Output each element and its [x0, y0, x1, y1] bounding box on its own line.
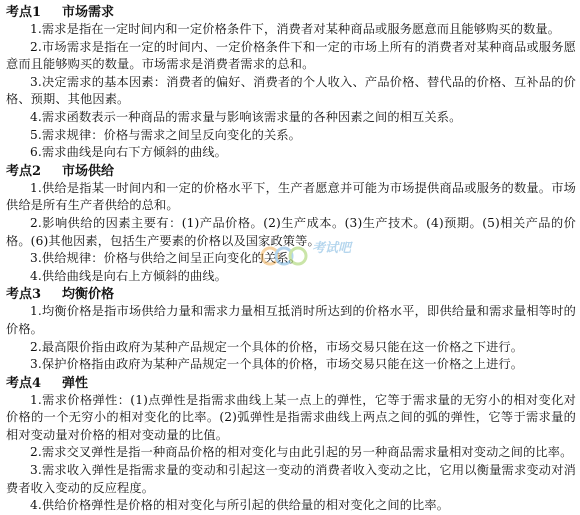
section-heading: [6, 375, 576, 392]
section-heading: [6, 4, 576, 21]
paragraph: 4.供给曲线是向右上方倾斜的曲线。: [30, 268, 227, 283]
section-heading: [6, 163, 576, 180]
paragraph: 1.均衡价格是指市场供给力量和需求力量相互抵消时所达到的价格水平，即供给量和需求量相等时的价格。: [6, 304, 576, 336]
paragraph: 4.需求函数表示一种商品的需求量与影响该需求量的各种因素之间的相互关系。: [30, 109, 462, 124]
paragraph: 2.影响供给的因素主要有：(1)产品价格。(2)生产成本。(3)生产技术。(4)预期。(5)相关产品的价格。(6)其他因素，包括生产要素的价格以及国家政策等。: [6, 215, 576, 248]
paragraph: 5.需求规律：价格与需求之间呈反向变化的关系。: [30, 127, 302, 142]
paragraph: 3.决定需求的基本因素：消费者的偏好、消费者的个人收入、产品价格、替代品的价格、互补品的价格、预期、其他因素。: [6, 74, 576, 107]
section-title: 市场供给: [62, 163, 115, 179]
section-title: 弹性: [62, 375, 89, 391]
section-number: 考点4: [6, 375, 42, 391]
paragraph: 1.需求是指在一定时间内和一定价格条件下，消费者对某种商品或服务愿意而且能够购买的数量。: [30, 22, 561, 36]
paragraph: 2.最高限价指由政府为某种产品规定一个具体的价格，市场交易只能在这一价格之下进行。: [30, 339, 524, 354]
watermark-text: 考试吧: [312, 241, 352, 256]
section-number: 考点2: [6, 163, 42, 179]
paragraph: 2.市场需求是指在一定的时间内、一定价格条件下和一定的市场上所有的消费者对某种商品或服务愿意而且能够购买的数量。市场需求是消费者需求的总和。: [6, 39, 576, 72]
paragraph: 3.保护价格指由政府为某种产品规定一个具体的价格，市场交易只能在这一价格之上进行。: [30, 357, 524, 372]
paragraph: 2.需求交叉弹性是指一种商品价格的相对变化与由此引起的另一种商品需求量相对变动之间的比率。: [30, 445, 573, 460]
section-title: 市场需求: [62, 5, 115, 20]
section-number: 考点1: [6, 5, 42, 20]
paragraph: 3.供给规律：价格与供给之间呈正向变化的关系。: [30, 251, 302, 266]
section-title: 均衡价格: [62, 287, 115, 303]
section-number: 考点3: [6, 287, 42, 303]
paragraph: 4.供给价格弹性是价格的相对变化与所引起的供给量的相对变化之间的比率。: [30, 498, 450, 513]
paragraph: 6.需求曲线是向右下方倾斜的曲线。: [30, 145, 227, 160]
paragraph: 3.需求收入弹性是指需求量的变动和引起这一变动的消费者收入变动之比，它用以衡量需求变动对消费者收入变动的反应程度。: [6, 463, 576, 495]
paragraph: 1.供给是指某一时间内和一定的价格水平下，生产者愿意并可能为市场提供商品或服务的数量。市场供给是所有生产者供给的总和。: [6, 180, 576, 213]
paragraph: 1.需求价格弹性：(1)点弹性是指需求曲线上某一点上的弹性，它等于需求量的无穷小的相对变化对价格的一个无穷小的相对变化的比率。(2)弧弹性是指需求曲线上两点之间的弧的弹性，它等于需求量的相对变动量对价格的相对变动量的比值。: [6, 392, 576, 442]
section-heading: [6, 286, 576, 303]
